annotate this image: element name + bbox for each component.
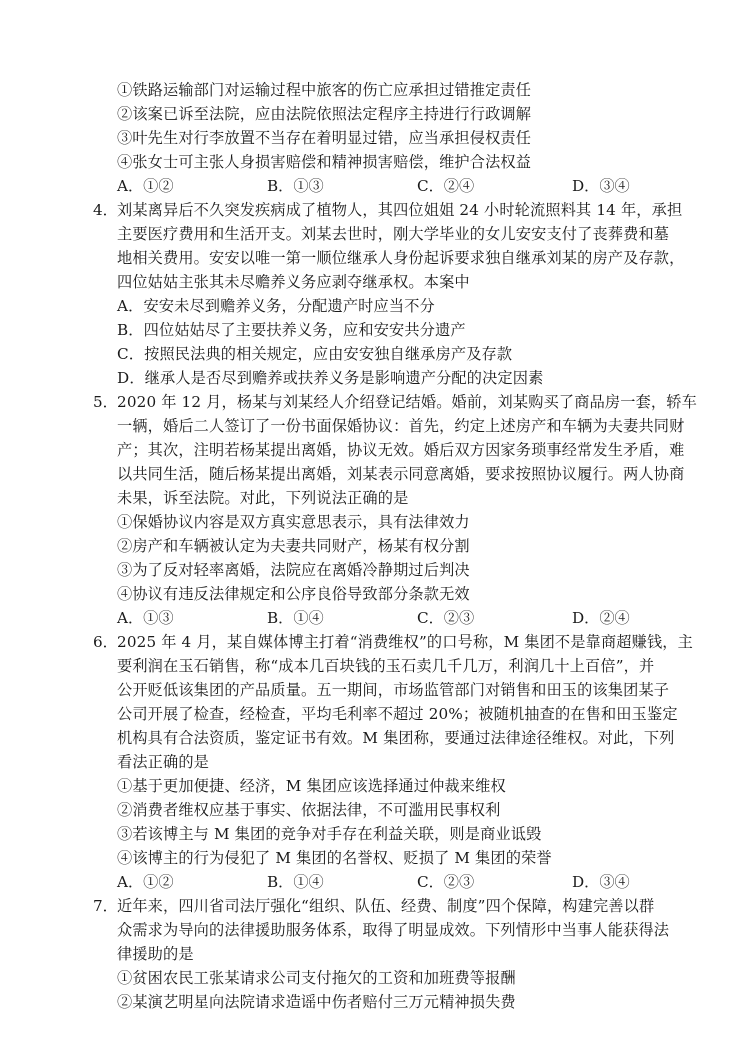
statement-3: ③为了反对轻率离婚，法院应在离婚冷静期过后判决 bbox=[117, 561, 470, 579]
statement-2: ②消费者维权应基于事实、依据法律，不可滥用民事权利 bbox=[117, 801, 501, 819]
option-b: B．①④ bbox=[267, 609, 324, 627]
option-d: D．③④ bbox=[572, 873, 630, 891]
option-c: C．②④ bbox=[417, 177, 475, 195]
statement-1: ①铁路运输部门对运输过程中旅客的伤亡应承担过错推定责任 bbox=[117, 81, 532, 99]
statement-4: ④该博主的行为侵犯了 M 集团的名誉权、贬损了 M 集团的荣誉 bbox=[117, 849, 552, 867]
answer-options bbox=[117, 607, 677, 629]
stem-line: 产；其次，注明若杨某提出离婚，协议无效。婚后双方因家务琐事经常发生矛盾，难 bbox=[117, 441, 685, 459]
stem-line: 2020 年 12 月，杨某与刘某经人介绍登记结婚。婚前，刘某购买了商品房一套，轿车 bbox=[117, 393, 697, 411]
answer-options bbox=[117, 175, 677, 197]
stem-line: 公开贬低该集团的产品质量。五一期间，市场监管部门对销售和田玉的该集团某子 bbox=[117, 681, 670, 699]
stem-line: 要利润在玉石销售，称“成本几百块钱的玉石卖几千几万，利润几十上百倍”，并 bbox=[117, 657, 655, 675]
statement-2: ②该案已诉至法院，应由法院依照法定程序主持进行行政调解 bbox=[117, 105, 532, 123]
question-number: 7． bbox=[93, 897, 118, 915]
stem-line: 以共同生活，随后杨某提出离婚，刘某表示同意离婚，要求按照协议履行。两人协商 bbox=[117, 465, 685, 483]
statement-4: ④张女士可主张人身损害赔偿和精神损害赔偿，维护合法权益 bbox=[117, 153, 532, 171]
option-a: A．①③ bbox=[117, 609, 174, 627]
statement-4: ④协议有违反法律规定和公序良俗导致部分条款无效 bbox=[117, 585, 470, 603]
choice-b: B．四位姑姑尽了主要扶养义务，应和安安共分遗产 bbox=[117, 321, 466, 339]
statement-3: ③若该博主与 M 集团的竞争对手存在利益关联，则是商业诋毁 bbox=[117, 825, 542, 843]
stem-line: 刘某离异后不久突发疾病成了植物人，其四位姐姐 24 小时轮流照料其 14 年，承担 bbox=[117, 201, 683, 219]
stem-line: 四位姑姑主张其未尽赡养义务应剥夺继承权。本案中 bbox=[117, 273, 470, 291]
answer-options bbox=[117, 871, 677, 893]
stem-line: 主要医疗费用和生活开支。刘某去世时，刚大学毕业的女儿安安支付了丧葬费和墓 bbox=[117, 225, 670, 243]
choice-c: C．按照民法典的相关规定，应由安安独自继承房产及存款 bbox=[117, 345, 513, 363]
option-a: A．①② bbox=[117, 873, 174, 891]
statement-2: ②房产和车辆被认定为夫妻共同财产，杨某有权分割 bbox=[117, 537, 470, 555]
stem-line: 律援助的是 bbox=[117, 945, 194, 963]
option-b: B．①④ bbox=[267, 873, 324, 891]
stem-line: 近年来，四川省司法厅强化“组织、队伍、经费、制度”四个保障，构建完善以群 bbox=[117, 897, 655, 915]
stem-line: 地相关费用。安安以唯一第一顺位继承人身份起诉要求独自继承刘某的房产及存款， bbox=[117, 249, 685, 267]
stem-line: 2025 年 4 月，某自媒体博主打着“消费维权”的口号称，M 集团不是靠商超赚钱，主 bbox=[117, 633, 693, 651]
statement-2: ②某演艺明星向法院请求造谣中伤者赔付三万元精神损失费 bbox=[117, 993, 516, 1011]
option-b: B．①③ bbox=[267, 177, 324, 195]
question-number: 5． bbox=[93, 393, 118, 411]
stem-line: 看法正确的是 bbox=[117, 753, 210, 771]
stem-line: 公司开展了检查，经检查，平均毛利率不超过 20%；被随机抽查的在售和田玉鉴定 bbox=[117, 705, 678, 723]
question-number: 6． bbox=[93, 633, 118, 651]
stem-line: 未果，诉至法院。对此，下列说法正确的是 bbox=[117, 489, 409, 507]
option-c: C．②③ bbox=[417, 609, 475, 627]
choice-a: A．安安未尽到赡养义务，分配遗产时应当不分 bbox=[117, 297, 435, 315]
option-d: D．②④ bbox=[572, 609, 630, 627]
statement-3: ③叶先生对行李放置不当存在着明显过错，应当承担侵权责任 bbox=[117, 129, 532, 147]
statement-1: ①保婚协议内容是双方真实意思表示，具有法律效力 bbox=[117, 513, 470, 531]
question-number: 4． bbox=[93, 201, 118, 219]
stem-line: 众需求为导向的法律援助服务体系，取得了明显成效。下列情形中当事人能获得法 bbox=[117, 921, 670, 939]
option-d: D．③④ bbox=[572, 177, 630, 195]
option-a: A．①② bbox=[117, 177, 174, 195]
statement-1: ①贫困农民工张某请求公司支付拖欠的工资和加班费等报酬 bbox=[117, 969, 516, 987]
choice-d: D．继承人是否尽到赡养或扶养义务是影响遗产分配的决定因素 bbox=[117, 369, 544, 387]
stem-line: 机构具有合法资质，鉴定证书有效。M 集团称，要通过法律途径维权。对此，下列 bbox=[117, 729, 675, 747]
option-c: C．②③ bbox=[417, 873, 475, 891]
statement-1: ①基于更加便捷、经济，M 集团应该选择通过仲裁来维权 bbox=[117, 777, 506, 795]
stem-line: 一辆，婚后二人签订了一份书面保婚协议：首先，约定上述房产和车辆为夫妻共同财 bbox=[117, 417, 685, 435]
